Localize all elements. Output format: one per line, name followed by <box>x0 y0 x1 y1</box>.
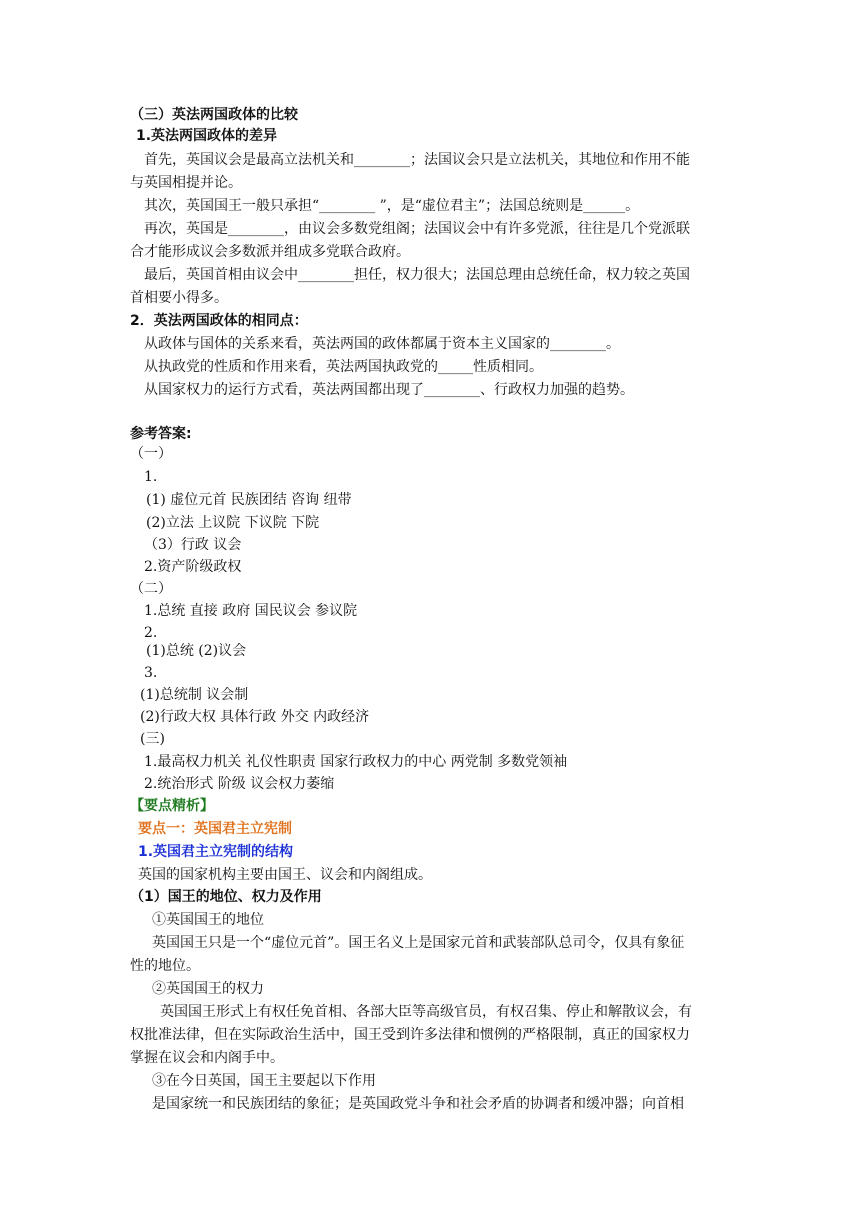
similarity-line3: 从国家权力的运行方式看，英法两国都出现了________、行政权力加强的趋势。 <box>144 382 634 398</box>
answer-line: 1. <box>144 469 158 485</box>
king-power-line3: 掌握在议会和内阁手中。 <box>130 1050 284 1066</box>
paragraph-first-line2: 与英国相提并论。 <box>130 175 242 191</box>
answer-line: 1.总统 直接 政府 国民议会 参议院 <box>144 603 358 619</box>
answer-line: 2.统治形式 阶级 议会权力萎缩 <box>144 776 335 792</box>
answer-line: 3. <box>144 665 158 681</box>
key-point-title: 要点一：英国君主立宪制 <box>138 821 292 837</box>
paragraph-third-line1: 再次，英国是________，由议会多数党组阁；法国议会中有许多党派，往往是几个党派联 <box>144 221 690 237</box>
answer-line: 2. <box>144 625 158 641</box>
answers-title: 参考答案: <box>130 426 192 442</box>
similarity-line2: 从执政党的性质和作用来看，英法两国执政党的_____性质相同。 <box>144 359 543 375</box>
answer-line: (三) <box>140 731 165 747</box>
subsection-differences-title: 1.英法两国政体的差异 <box>136 128 278 144</box>
answer-line: (1) 虚位元首 民族团结 咨询 纽带 <box>146 492 352 508</box>
answer-line: 2.资产阶级政权 <box>144 559 242 575</box>
paragraph-first-line1: 首先，英国议会是最高立法机关和________；法国议会只是立法机关，其地位和作用不能 <box>144 152 690 168</box>
answer-line: 1.最高权力机关 礼仪性职责 国家行政权力的中心 两党制 多数党领袖 <box>144 754 568 770</box>
answer-line: (2)立法 上议院 下议院 下院 <box>146 515 320 531</box>
section-title: （三）英法两国政体的比较 <box>130 107 298 123</box>
similarity-line1: 从政体与国体的关系来看，英法两国的政体都属于资本主义国家的________。 <box>144 336 620 352</box>
paragraph-second: 其次，英国国王一般只承担“________ ”，是“虚位君主”；法国总统则是______。 <box>144 198 640 214</box>
paragraph-third-line2: 合才能形成议会多数派并组成多党联合政府。 <box>130 244 410 260</box>
king-status-line1: 英国国王只是一个“虚位元首”。国王名义上是国家元首和武装部队总司令，仅具有象征 <box>152 935 685 951</box>
king-section-title: （1）国王的地位、权力及作用 <box>130 889 322 905</box>
paragraph-fourth-line1: 最后，英国首相由议会中________担任，权力很大；法国总理由总统任命，权力较之英国 <box>144 267 690 283</box>
king-status-line2: 性的地位。 <box>130 958 200 974</box>
answer-line: (1)总统 (2)议会 <box>146 643 247 659</box>
paragraph-fourth-line2: 首相要小得多。 <box>130 290 228 306</box>
answer-line: （一） <box>130 446 172 462</box>
king-power-line2: 权批准法律，但在实际政治生活中，国王受到许多法律和惯例的严格限制，真正的国家权力 <box>130 1027 690 1043</box>
king-power-line1: 英国国王形式上有权任免首相、各部大臣等高级官员，有权召集、停止和解散议会，有 <box>160 1004 692 1020</box>
king-role-title: ③在今日英国，国王主要起以下作用 <box>152 1073 376 1089</box>
answer-line: (1)总统制 议会制 <box>140 687 249 703</box>
structure-text: 英国的国家机构主要由国王、议会和内阁组成。 <box>138 867 432 883</box>
king-status-title: ①英国国王的地位 <box>152 912 264 928</box>
answer-line: （3）行政 议会 <box>144 537 242 553</box>
king-role-line1: 是国家统一和民族团结的象征；是英国政党斗争和社会矛盾的协调者和缓冲器；向首相 <box>152 1096 684 1112</box>
king-power-title: ②英国国王的权力 <box>152 981 264 997</box>
subsection-similarities-title: 2．英法两国政体的相同点： <box>130 313 308 329</box>
structure-title: 1.英国君主立宪制的结构 <box>138 844 294 860</box>
answer-line: （二） <box>130 581 172 597</box>
answer-line: (2)行政大权 具体行政 外交 内政经济 <box>140 709 370 725</box>
analysis-title: 【要点精析】 <box>130 798 214 814</box>
